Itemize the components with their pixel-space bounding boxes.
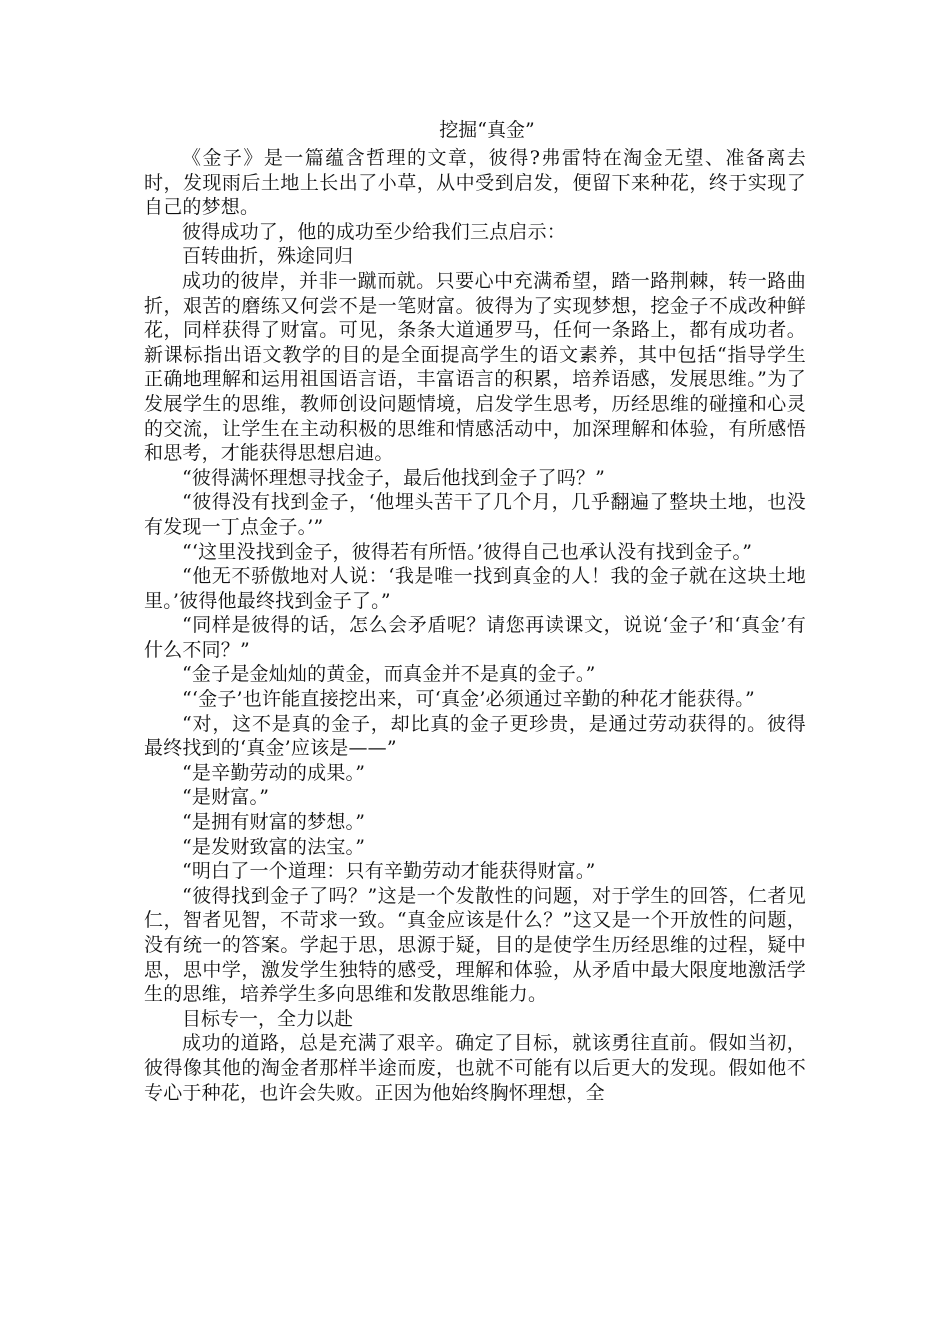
dialogue-line: “是辛勤劳动的成果。” <box>182 761 366 784</box>
paragraph-body: 成功的彼岸，并非一蹴而就。只要心中充满希望，踏一路荆棘，转一路曲折，艰苦的磨练又何尝不是一笔财富。彼得为了实现梦想，挖金子不成改种鲜花，同样获得了财富。可见，条条大道通罗马，任何一条路上，都有成功者。新课标指出语文教学的目的是全面提高学生的语文素养，其中包括“指导学生正确地理解和运用祖国语言语，丰富语言的积累，培养语感，发展思维。”为了发展学生的思维，教师创设问题情境，启发学生思考，历经思维的碰撞和心灵的交流，让学生在主动积极的思维和情感活动中，加深理解和体验，有所感悟和思考，才能获得思想启迪。 <box>144 269 806 465</box>
dialogue-line: “‘这里没找到金子，彼得若有所悟。’彼得自己也承认没有找到金子。” <box>182 540 753 563</box>
dialogue-line: “彼得没有找到金子，‘他埋头苦干了几个月，几乎翻遍了整块土地，也没有发现一丁点金子。’” <box>144 491 806 538</box>
paragraph-intro: 《金子》是一篇蕴含哲理的文章，彼得?弗雷特在淘金无望、准备离去时，发现雨后土地上长出了小草，从中受到启发，便留下来种花，终于实现了自己的梦想。 <box>144 147 806 219</box>
dialogue-line: “对，这不是真的金子，却比真的金子更珍贵，是通过劳动获得的。彼得最终找到的‘真金’应该是——” <box>144 712 806 760</box>
dialogue-line: “是发财致富的法宝。” <box>182 835 366 858</box>
paragraph-body: “彼得找到金子了吗？”这是一个发散性的问题，对于学生的回答，仁者见仁，智者见智，不苛求一致。“真金应该是什么？”这又是一个开放性的问题，没有统一的答案。学起于思，思源于疑，目的是使学生历经思维的过程，疑中思，思中学，激发学生独特的感受，理解和体验，从矛盾中最大限度地激活学生的思维，培养学生多向思维和发散思维能力。 <box>144 884 806 1006</box>
dialogue-line: “彼得满怀理想寻找金子，最后他找到金子了吗？” <box>182 466 606 489</box>
paragraph-body: 成功的道路，总是充满了艰辛。确定了目标，就该勇往直前。假如当初，彼得像其他的淘金者那样半途而废，也就不可能有以后更大的发现。假如他不专心于种花，也许会失败。正因为他始终胸怀理想，全 <box>144 1032 806 1104</box>
dialogue-line: “明白了一个道理：只有辛勤劳动才能获得财富。” <box>182 860 596 883</box>
dialogue-line: “同样是彼得的话，怎么会矛盾呢？请您再读课文，说说‘金子’和‘真金’有什么不同？” <box>144 614 806 661</box>
paragraph-lead: 彼得成功了，他的成功至少给我们三点启示： <box>182 220 567 243</box>
document-page <box>144 118 806 1105</box>
document-title: 挖掘“真金” <box>439 119 535 141</box>
dialogue-line: “金子是金灿灿的黄金，而真金并不是真的金子。” <box>182 663 596 686</box>
dialogue-line: “他无不骄傲地对人说：‘我是唯一找到真金的人！我的金子就在这块土地里。’彼得他最终找到金子了。” <box>144 565 806 612</box>
dialogue-line: “‘金子’也许能直接挖出来，可‘真金’必须通过辛勤的种花才能获得。” <box>182 688 755 711</box>
dialogue-line: “是财富。” <box>182 786 270 809</box>
section-heading-2: 目标专一，全力以赴 <box>182 1007 354 1030</box>
dialogue-line: “是拥有财富的梦想。” <box>182 811 366 834</box>
section-heading-1: 百转曲折，殊途同归 <box>182 245 354 268</box>
